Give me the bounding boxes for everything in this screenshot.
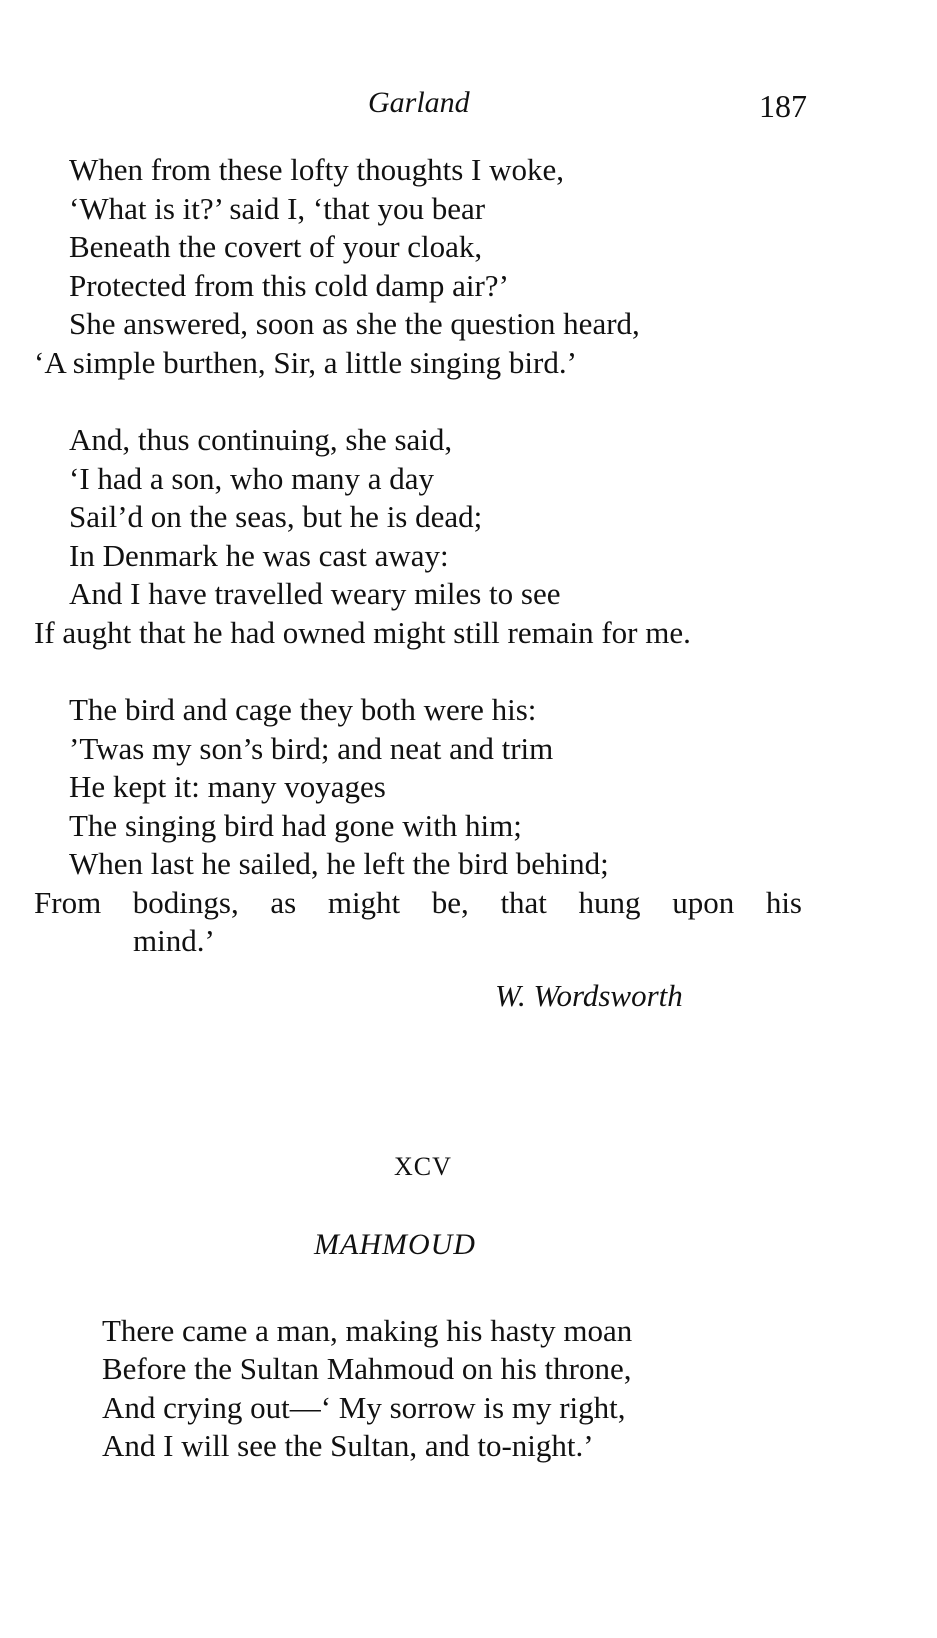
poem-number: XCV <box>394 1152 452 1181</box>
verse-line: Protected from this cold damp air?’ <box>69 268 509 303</box>
verse-line: If aught that he had owned might still remain for me. <box>34 615 691 650</box>
verse-line: The bird and cage they both were his: <box>69 692 537 727</box>
verse-line-continuation: mind.’ <box>133 923 215 958</box>
verse-line: Beneath the covert of your cloak, <box>69 229 483 264</box>
verse-line: She answered, soon as she the question heard, <box>69 306 640 341</box>
verse-line: ‘A simple burthen, Sir, a little singing bird.’ <box>34 345 577 380</box>
verse-line: Before the Sultan Mahmoud on his throne, <box>102 1351 632 1386</box>
verse-line: Sail’d on the seas, but he is dead; <box>69 499 483 534</box>
running-title: Garland <box>368 86 470 119</box>
author-attribution: W. Wordsworth <box>495 978 683 1013</box>
verse-line: And I have travelled weary miles to see <box>69 576 561 611</box>
verse-line: From bodings, as might be, that hung upon his <box>34 885 802 920</box>
poem-title: MAHMOUD <box>314 1228 476 1261</box>
verse-line: And crying out—‘ My sorrow is my right, <box>102 1390 626 1425</box>
verse-line: The singing bird had gone with him; <box>69 808 522 843</box>
verse-line: ‘What is it?’ said I, ‘that you bear <box>69 191 486 226</box>
verse-line: When from these lofty thoughts I woke, <box>69 152 565 187</box>
verse-line: There came a man, making his hasty moan <box>102 1313 633 1348</box>
page-number: 187 <box>759 88 807 124</box>
verse-line: He kept it: many voyages <box>69 769 386 804</box>
verse-line: And, thus continuing, she said, <box>69 422 453 457</box>
verse-line: ’Twas my son’s bird; and neat and trim <box>69 731 554 766</box>
verse-line: ‘I had a son, who many a day <box>69 461 435 496</box>
verse-line: And I will see the Sultan, and to-night.’ <box>102 1428 594 1463</box>
verse-line: When last he sailed, he left the bird behind; <box>69 846 609 881</box>
verse-line: In Denmark he was cast away: <box>69 538 449 573</box>
